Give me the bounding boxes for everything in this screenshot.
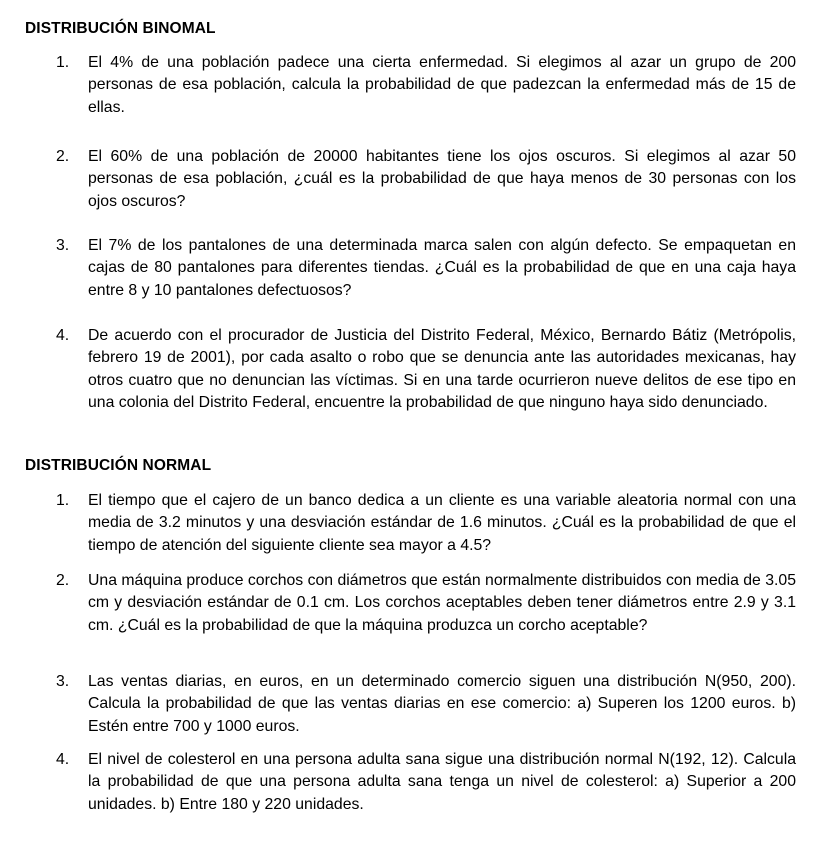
binomial-problem-3 xyxy=(56,235,796,302)
problem-number: 4. xyxy=(56,751,70,768)
section-title-binomial: DISTRIBUCIÓN BINOMAL xyxy=(25,20,216,37)
problem-number: 1. xyxy=(56,54,70,71)
binomial-problem-2 xyxy=(56,146,796,213)
problem-text: El tiempo que el cajero de un banco dedica a un cliente es una variable aleatoria normal con una media de 3.2 minutos y una desviación estándar de 1.6 minutos. ¿Cuál es la probabilidad de que el tiempo de atención del siguiente cliente sea mayor a 4.5? xyxy=(88,492,796,554)
problem-text: De acuerdo con el procurador de Justicia del Distrito Federal, México, Bernardo Bátiz (Metrópolis, febrero 19 de 2001), por cada asalto o robo que se denuncia ante las autoridades mexicanas, hay otros cuatro que no denuncian las víctimas. Si en una tarde ocurrieron nueve delitos de ese tipo en una colonia del Distrito Federal, encuentre la probabilidad de que ninguno haya sido denunciado. xyxy=(88,327,796,411)
binomial-problem-1 xyxy=(56,52,796,119)
problem-number: 3. xyxy=(56,673,70,690)
problem-number: 1. xyxy=(56,492,70,509)
normal-problem-2 xyxy=(56,570,796,637)
problem-text: Las ventas diarias, en euros, en un determinado comercio siguen una distribución N(950, 200). Calcula la probabilidad de que las ventas diarias en ese comercio: a) Superen los 1200 euros. b) Estén entre 700 y 1000 euros. xyxy=(88,673,796,735)
normal-problem-4 xyxy=(56,749,796,816)
problem-number: 3. xyxy=(56,237,70,254)
problem-text: El 7% de los pantalones de una determinada marca salen con algún defecto. Se empaquetan en cajas de 80 pantalones para diferentes tiendas. ¿Cuál es la probabilidad de que en una caja haya entre 8 y 10 pantalones defectuosos? xyxy=(88,237,796,299)
problem-text: El 4% de una población padece una cierta enfermedad. Si elegimos al azar un grupo de 200 personas de esa población, calcula la probabilidad de que padezcan la enfermedad más de 15 de ellas. xyxy=(88,54,796,116)
normal-problem-3 xyxy=(56,671,796,738)
problem-number: 4. xyxy=(56,327,70,344)
problem-number: 2. xyxy=(56,148,70,165)
problem-text: El 60% de una población de 20000 habitantes tiene los ojos oscuros. Si elegimos al azar 50 personas de esa población, ¿cuál es la probabilidad de que haya menos de 30 personas con los ojos oscuros? xyxy=(88,148,796,210)
binomial-problem-4 xyxy=(56,325,796,414)
problem-number: 2. xyxy=(56,572,70,589)
problem-text: Una máquina produce corchos con diámetros que están normalmente distribuidos con media de 3.05 cm y desviación estándar de 0.1 cm. Los corchos aceptables deben tener diámetros entre 2.9 y 3.1 cm. ¿Cuál es la probabilidad de que la máquina produzca un corcho aceptable? xyxy=(88,572,796,634)
normal-problem-1 xyxy=(56,490,796,557)
problem-text: El nivel de colesterol en una persona adulta sana sigue una distribución normal N(192, 12). Calcula la probabilidad de que una persona adulta sana tenga un nivel de colesterol: a) Superior a 200 unidades. b) Entre 180 y 220 unidades. xyxy=(88,751,796,813)
section-title-normal: DISTRIBUCIÓN NORMAL xyxy=(25,457,212,474)
